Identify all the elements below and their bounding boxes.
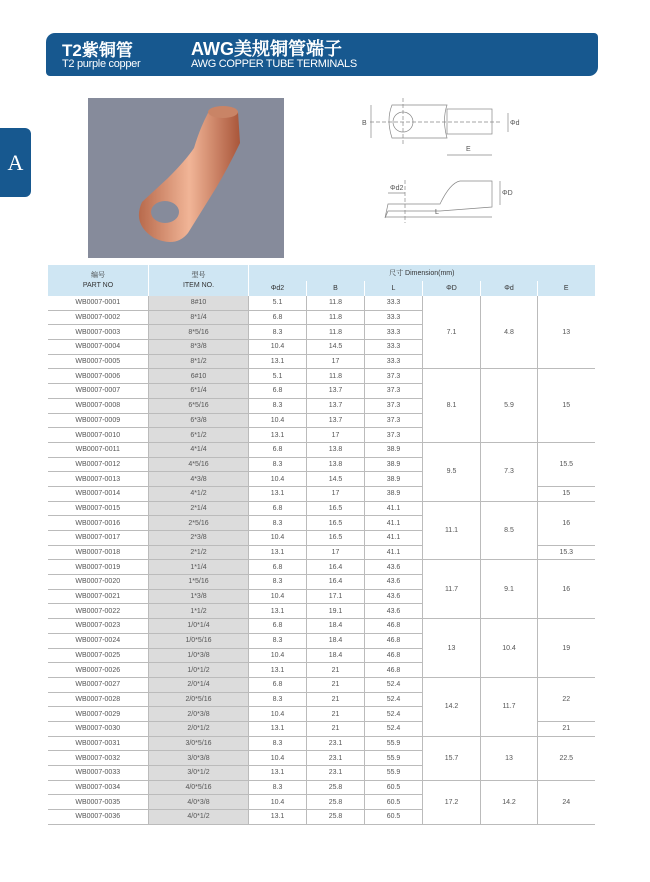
item-no-cell: 3/0*3/8 <box>149 751 249 766</box>
part-no-cell: WB0007-0007 <box>48 384 149 399</box>
item-no-cell: 1/0*5/16 <box>149 633 249 648</box>
d2-cell: 10.4 <box>249 531 307 546</box>
d2-cell: 13.1 <box>249 545 307 560</box>
l-cell: 41.1 <box>365 531 423 546</box>
part-no-cell: WB0007-0018 <box>48 545 149 560</box>
outer-diameter-cell: 9.5 <box>423 442 481 501</box>
item-no-cell: 6*1/2 <box>149 428 249 443</box>
part-no-cell: WB0007-0024 <box>48 633 149 648</box>
b-cell: 13.8 <box>307 457 365 472</box>
d2-cell: 8.3 <box>249 692 307 707</box>
b-cell: 11.8 <box>307 325 365 340</box>
item-no-cell: 1*3/8 <box>149 589 249 604</box>
inner-diameter-cell: 4.8 <box>481 296 538 369</box>
part-no-cell: WB0007-0036 <box>48 810 149 825</box>
inner-diameter-cell: 13 <box>481 736 538 780</box>
item-no-cell: 2*1/4 <box>149 501 249 516</box>
label-B: B <box>362 120 367 127</box>
table-row <box>48 780 595 795</box>
d2-cell: 8.3 <box>249 780 307 795</box>
outer-diameter-cell: 14.2 <box>423 677 481 736</box>
d2-cell: 10.4 <box>249 795 307 810</box>
l-cell: 41.1 <box>365 545 423 560</box>
d2-cell: 6.8 <box>249 677 307 692</box>
item-no-cell: 2*3/8 <box>149 531 249 546</box>
d2-cell: 6.8 <box>249 310 307 325</box>
table-row <box>48 369 595 384</box>
d2-cell: 10.4 <box>249 589 307 604</box>
l-cell: 46.8 <box>365 619 423 634</box>
specification-table <box>47 265 595 825</box>
e-length-cell: 16 <box>538 501 595 545</box>
item-no-cell: 2*5/16 <box>149 516 249 531</box>
header-item-no <box>149 265 249 296</box>
d2-cell: 6.8 <box>249 384 307 399</box>
d2-cell: 8.3 <box>249 516 307 531</box>
inner-diameter-cell: 14.2 <box>481 780 538 824</box>
b-cell: 13.7 <box>307 413 365 428</box>
l-cell: 60.5 <box>365 810 423 825</box>
b-cell: 17 <box>307 486 365 501</box>
d2-cell: 10.4 <box>249 413 307 428</box>
b-cell: 16.5 <box>307 516 365 531</box>
e-length-cell: 15 <box>538 486 595 501</box>
l-cell: 41.1 <box>365 516 423 531</box>
label-L: L <box>435 209 439 216</box>
item-no-cell: 8*1/4 <box>149 310 249 325</box>
b-cell: 17 <box>307 428 365 443</box>
part-no-cell: WB0007-0030 <box>48 721 149 736</box>
d2-cell: 5.1 <box>249 369 307 384</box>
e-length-cell: 15.5 <box>538 442 595 486</box>
item-no-cell: 6*5/16 <box>149 398 249 413</box>
d2-cell: 10.4 <box>249 340 307 355</box>
d2-cell: 5.1 <box>249 296 307 310</box>
part-no-cell: WB0007-0032 <box>48 751 149 766</box>
l-cell: 60.5 <box>365 780 423 795</box>
e-length-cell: 15.3 <box>538 545 595 560</box>
item-no-cell: 4*1/2 <box>149 486 249 501</box>
d2-cell: 10.4 <box>249 707 307 722</box>
d2-cell: 10.4 <box>249 751 307 766</box>
product-title-cn: AWG美规铜管端子 <box>191 39 342 59</box>
d2-cell: 8.3 <box>249 575 307 590</box>
product-photo <box>88 98 284 258</box>
item-no-cell: 1*1/4 <box>149 560 249 575</box>
b-cell: 16.4 <box>307 560 365 575</box>
b-cell: 13.7 <box>307 384 365 399</box>
inner-diameter-cell: 11.7 <box>481 677 538 736</box>
d2-cell: 6.8 <box>249 560 307 575</box>
title-banner <box>46 33 598 76</box>
l-cell: 52.4 <box>365 692 423 707</box>
l-cell: 52.4 <box>365 677 423 692</box>
label-d: Φd <box>510 120 520 127</box>
item-no-cell: 8*1/2 <box>149 354 249 369</box>
b-cell: 18.4 <box>307 619 365 634</box>
part-no-cell: WB0007-0027 <box>48 677 149 692</box>
b-cell: 13.8 <box>307 442 365 457</box>
item-no-cell: 3/0*5/16 <box>149 736 249 751</box>
part-no-cell: WB0007-0033 <box>48 766 149 781</box>
header-col: E <box>538 281 595 297</box>
item-no-cell: 1/0*1/2 <box>149 663 249 678</box>
b-cell: 21 <box>307 677 365 692</box>
l-cell: 33.3 <box>365 354 423 369</box>
l-cell: 37.3 <box>365 384 423 399</box>
table-row <box>48 560 595 575</box>
b-cell: 18.4 <box>307 633 365 648</box>
part-no-cell: WB0007-0020 <box>48 575 149 590</box>
l-cell: 38.9 <box>365 442 423 457</box>
l-cell: 55.9 <box>365 736 423 751</box>
part-no-cell: WB0007-0006 <box>48 369 149 384</box>
l-cell: 43.6 <box>365 560 423 575</box>
part-no-cell: WB0007-0004 <box>48 340 149 355</box>
part-no-cell: WB0007-0010 <box>48 428 149 443</box>
d2-cell: 8.3 <box>249 736 307 751</box>
d2-cell: 13.1 <box>249 766 307 781</box>
table-row <box>48 442 595 457</box>
section-tab: A <box>0 128 31 197</box>
inner-diameter-cell: 5.9 <box>481 369 538 442</box>
l-cell: 46.8 <box>365 633 423 648</box>
header-col: B <box>307 281 365 297</box>
item-no-cell: 6*3/8 <box>149 413 249 428</box>
header-item-en: ITEM NO. <box>182 281 215 289</box>
label-E: E <box>466 146 471 153</box>
part-no-cell: WB0007-0015 <box>48 501 149 516</box>
item-no-cell: 2/0*3/8 <box>149 707 249 722</box>
table-row <box>48 736 595 751</box>
inner-diameter-cell: 10.4 <box>481 619 538 678</box>
l-cell: 33.3 <box>365 340 423 355</box>
inner-diameter-cell: 7.3 <box>481 442 538 501</box>
outer-diameter-cell: 13 <box>423 619 481 678</box>
header-dimension: 尺寸 Dimension(mm) <box>249 265 595 281</box>
header-col: L <box>365 281 423 297</box>
header-item-cn: 型号 <box>191 271 206 279</box>
b-cell: 23.1 <box>307 736 365 751</box>
d2-cell: 13.1 <box>249 721 307 736</box>
l-cell: 38.9 <box>365 457 423 472</box>
item-no-cell: 4/0*1/2 <box>149 810 249 825</box>
table-row <box>48 677 595 692</box>
l-cell: 33.3 <box>365 310 423 325</box>
b-cell: 23.1 <box>307 751 365 766</box>
d2-cell: 13.1 <box>249 810 307 825</box>
l-cell: 37.3 <box>365 369 423 384</box>
table-row <box>48 619 595 634</box>
e-length-cell: 13 <box>538 296 595 369</box>
item-no-cell: 2*1/2 <box>149 545 249 560</box>
l-cell: 33.3 <box>365 325 423 340</box>
l-cell: 46.8 <box>365 663 423 678</box>
b-cell: 16.5 <box>307 501 365 516</box>
part-no-cell: WB0007-0031 <box>48 736 149 751</box>
part-no-cell: WB0007-0012 <box>48 457 149 472</box>
dimension-drawing <box>350 95 530 225</box>
item-no-cell: 4/0*5/16 <box>149 780 249 795</box>
b-cell: 16.5 <box>307 531 365 546</box>
l-cell: 38.9 <box>365 486 423 501</box>
l-cell: 55.9 <box>365 751 423 766</box>
part-no-cell: WB0007-0002 <box>48 310 149 325</box>
b-cell: 11.8 <box>307 296 365 310</box>
l-cell: 37.3 <box>365 398 423 413</box>
item-no-cell: 1*5/16 <box>149 575 249 590</box>
d2-cell: 13.1 <box>249 604 307 619</box>
material-cn: T2紫铜管 <box>62 41 133 60</box>
d2-cell: 6.8 <box>249 442 307 457</box>
item-no-cell: 8*5/16 <box>149 325 249 340</box>
d2-cell: 6.8 <box>249 619 307 634</box>
b-cell: 17 <box>307 545 365 560</box>
l-cell: 52.4 <box>365 721 423 736</box>
l-cell: 43.6 <box>365 575 423 590</box>
e-length-cell: 16 <box>538 560 595 619</box>
b-cell: 21 <box>307 663 365 678</box>
inner-diameter-cell: 8.5 <box>481 501 538 560</box>
l-cell: 41.1 <box>365 501 423 516</box>
part-no-cell: WB0007-0003 <box>48 325 149 340</box>
e-length-cell: 19 <box>538 619 595 678</box>
b-cell: 18.4 <box>307 648 365 663</box>
copper-lug-image <box>88 98 284 258</box>
item-no-cell: 2/0*1/4 <box>149 677 249 692</box>
item-no-cell: 1/0*1/4 <box>149 619 249 634</box>
header-col: Φd <box>481 281 538 297</box>
label-d2: Φd2 <box>390 185 404 192</box>
item-no-cell: 6*1/4 <box>149 384 249 399</box>
outer-diameter-cell: 11.1 <box>423 501 481 560</box>
b-cell: 14.5 <box>307 472 365 487</box>
e-length-cell: 15 <box>538 369 595 442</box>
l-cell: 46.8 <box>365 648 423 663</box>
l-cell: 43.6 <box>365 589 423 604</box>
product-title-en: AWG COPPER TUBE TERMINALS <box>191 58 357 70</box>
b-cell: 25.8 <box>307 780 365 795</box>
item-no-cell: 4/0*3/8 <box>149 795 249 810</box>
part-no-cell: WB0007-0035 <box>48 795 149 810</box>
b-cell: 11.8 <box>307 310 365 325</box>
e-length-cell: 22 <box>538 677 595 721</box>
part-no-cell: WB0007-0009 <box>48 413 149 428</box>
d2-cell: 8.3 <box>249 398 307 413</box>
b-cell: 11.8 <box>307 369 365 384</box>
part-no-cell: WB0007-0021 <box>48 589 149 604</box>
d2-cell: 13.1 <box>249 486 307 501</box>
b-cell: 21 <box>307 707 365 722</box>
b-cell: 25.8 <box>307 795 365 810</box>
d2-cell: 8.3 <box>249 457 307 472</box>
part-no-cell: WB0007-0022 <box>48 604 149 619</box>
b-cell: 17 <box>307 354 365 369</box>
b-cell: 25.8 <box>307 810 365 825</box>
item-no-cell: 1*1/2 <box>149 604 249 619</box>
d2-cell: 8.3 <box>249 633 307 648</box>
part-no-cell: WB0007-0026 <box>48 663 149 678</box>
outer-diameter-cell: 17.2 <box>423 780 481 824</box>
d2-cell: 13.1 <box>249 428 307 443</box>
l-cell: 37.3 <box>365 413 423 428</box>
l-cell: 52.4 <box>365 707 423 722</box>
outer-diameter-cell: 11.7 <box>423 560 481 619</box>
item-no-cell: 2/0*5/16 <box>149 692 249 707</box>
b-cell: 14.5 <box>307 340 365 355</box>
part-no-cell: WB0007-0001 <box>48 296 149 310</box>
item-no-cell: 3/0*1/2 <box>149 766 249 781</box>
b-cell: 21 <box>307 721 365 736</box>
material-en: T2 purple copper <box>62 58 141 70</box>
outer-diameter-cell: 7.1 <box>423 296 481 369</box>
item-no-cell: 6#10 <box>149 369 249 384</box>
l-cell: 60.5 <box>365 795 423 810</box>
d2-cell: 10.4 <box>249 472 307 487</box>
b-cell: 23.1 <box>307 766 365 781</box>
part-no-cell: WB0007-0014 <box>48 486 149 501</box>
l-cell: 37.3 <box>365 428 423 443</box>
b-cell: 16.4 <box>307 575 365 590</box>
part-no-cell: WB0007-0034 <box>48 780 149 795</box>
d2-cell: 6.8 <box>249 501 307 516</box>
item-no-cell: 1/0*3/8 <box>149 648 249 663</box>
part-no-cell: WB0007-0013 <box>48 472 149 487</box>
part-no-cell: WB0007-0023 <box>48 619 149 634</box>
part-no-cell: WB0007-0025 <box>48 648 149 663</box>
item-no-cell: 8#10 <box>149 296 249 310</box>
item-no-cell: 4*1/4 <box>149 442 249 457</box>
item-no-cell: 8*3/8 <box>149 340 249 355</box>
part-no-cell: WB0007-0005 <box>48 354 149 369</box>
item-no-cell: 4*3/8 <box>149 472 249 487</box>
b-cell: 21 <box>307 692 365 707</box>
e-length-cell: 22.5 <box>538 736 595 780</box>
d2-cell: 13.1 <box>249 354 307 369</box>
b-cell: 17.1 <box>307 589 365 604</box>
outer-diameter-cell: 15.7 <box>423 736 481 780</box>
d2-cell: 8.3 <box>249 325 307 340</box>
outer-diameter-cell: 8.1 <box>423 369 481 442</box>
b-cell: 19.1 <box>307 604 365 619</box>
part-no-cell: WB0007-0016 <box>48 516 149 531</box>
item-no-cell: 4*5/16 <box>149 457 249 472</box>
l-cell: 33.3 <box>365 296 423 310</box>
part-no-cell: WB0007-0017 <box>48 531 149 546</box>
e-length-cell: 24 <box>538 780 595 824</box>
l-cell: 38.9 <box>365 472 423 487</box>
e-length-cell: 21 <box>538 721 595 736</box>
l-cell: 55.9 <box>365 766 423 781</box>
part-no-cell: WB0007-0011 <box>48 442 149 457</box>
label-D: ΦD <box>502 190 513 197</box>
table-row <box>48 296 595 310</box>
d2-cell: 10.4 <box>249 648 307 663</box>
inner-diameter-cell: 9.1 <box>481 560 538 619</box>
header-part-no <box>48 265 149 296</box>
d2-cell: 13.1 <box>249 663 307 678</box>
header-col: ΦD <box>423 281 481 297</box>
header-part-cn: 编号 <box>91 271 105 279</box>
part-no-cell: WB0007-0028 <box>48 692 149 707</box>
part-no-cell: WB0007-0019 <box>48 560 149 575</box>
header-col: Φd2 <box>249 281 307 297</box>
header-part-en: PART NO <box>82 281 114 289</box>
l-cell: 43.6 <box>365 604 423 619</box>
table-row <box>48 501 595 516</box>
item-no-cell: 2/0*1/2 <box>149 721 249 736</box>
b-cell: 13.7 <box>307 398 365 413</box>
part-no-cell: WB0007-0008 <box>48 398 149 413</box>
part-no-cell: WB0007-0029 <box>48 707 149 722</box>
